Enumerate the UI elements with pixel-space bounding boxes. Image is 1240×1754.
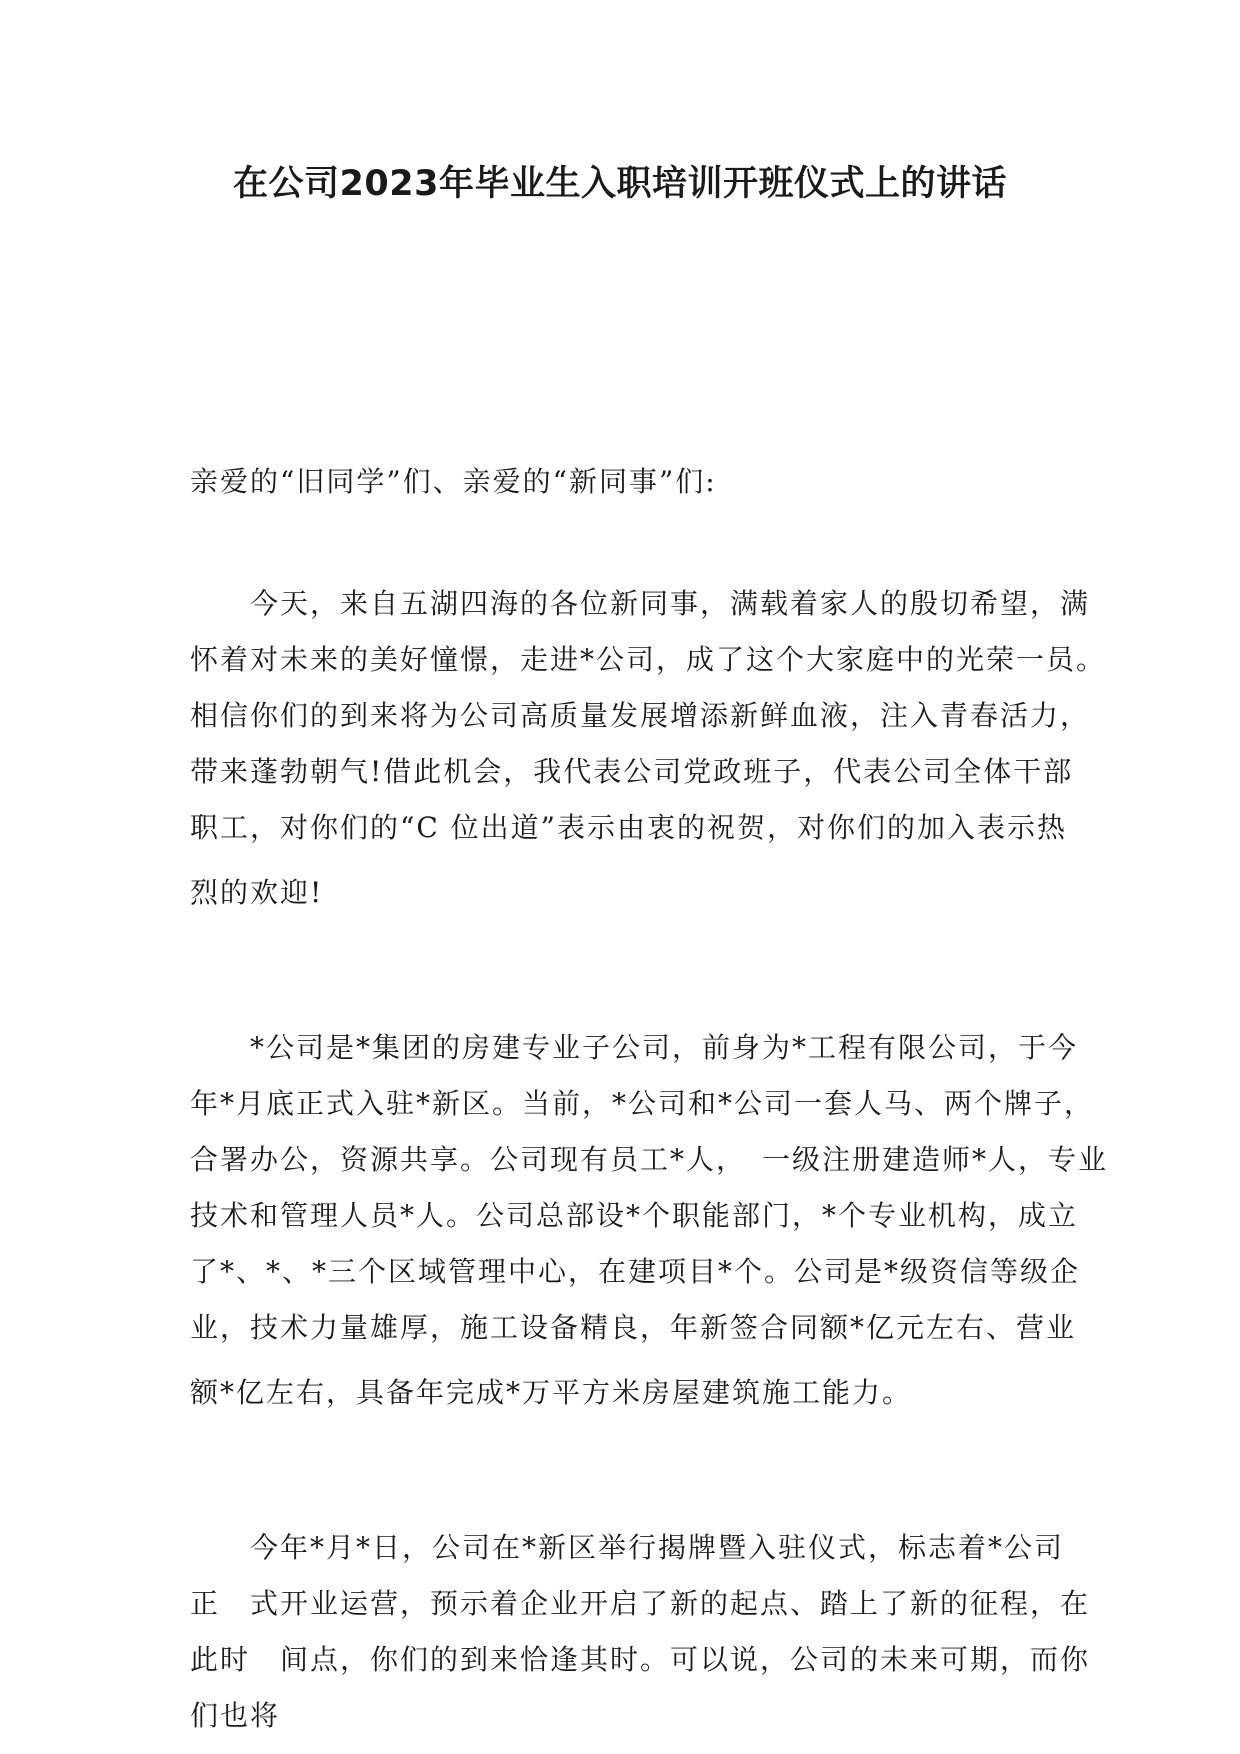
paragraph-line: 怀着对未来的美好憧憬，走进*公司，成了这个大家庭中的光荣一员。 bbox=[190, 643, 1107, 676]
paragraph-line: 年*月底正式入驻*新区。当前，*公司和*公司一套人马、两个牌子， bbox=[190, 1087, 1095, 1120]
paragraph-line: 今天，来自五湖四海的各位新同事，满载着家人的殷切希望，满 bbox=[190, 587, 1091, 620]
paragraph-line: 烈的欢迎! bbox=[190, 876, 324, 909]
paragraph-line: 今年*月*日，公司在*新区举行揭牌暨入驻仪式，标志着*公司 bbox=[190, 1531, 1065, 1564]
paragraph-line: 们也将 bbox=[190, 1699, 281, 1732]
paragraph-line: 技术和管理人员*人。公司总部设*个职能部门，*个专业机构，成立 bbox=[190, 1199, 1079, 1232]
paragraph-line: 额*亿左右，具备年完成*万平方米房屋建筑施工能力。 bbox=[190, 1376, 913, 1409]
paragraph-line: 业，技术力量雄厚，施工设备精良，年新签合同额*亿元左右、营业 bbox=[190, 1311, 1077, 1344]
paragraph-line: 相信你们的到来将为公司高质量发展增添新鲜血液，注入青春活力， bbox=[190, 699, 1091, 732]
paragraph-line: 此时 间点，你们的到来恰逢其时。可以说，公司的未来可期，而你 bbox=[190, 1643, 1091, 1676]
paragraph-line: *公司是*集团的房建专业子公司，前身为*工程有限公司，于今 bbox=[190, 1031, 1079, 1064]
paragraph-line: 了*、*、*三个区域管理中心，在建项目*个。公司是*级资信等级企 bbox=[190, 1255, 1081, 1288]
salutation: 亲爱的“旧同学”们、亲爱的“新同事”们: bbox=[190, 465, 717, 498]
document-title: 在公司2023年毕业生入职培训开班仪式上的讲话 bbox=[233, 164, 1007, 204]
paragraph-line: 正 式开业运营，预示着企业开启了新的起点、踏上了新的征程，在 bbox=[190, 1587, 1091, 1620]
paragraph-line: 职工，对你们的“C 位出道”表示由衷的祝贺，对你们的加入表示热 bbox=[190, 811, 1067, 844]
paragraph-line: 带来蓬勃朝气!借此机会，我代表公司党政班子，代表公司全体干部 bbox=[190, 755, 1074, 788]
paragraph-line: 合署办公，资源共享。公司现有员工*人， 一级注册建造师*人，专业 bbox=[190, 1143, 1109, 1176]
